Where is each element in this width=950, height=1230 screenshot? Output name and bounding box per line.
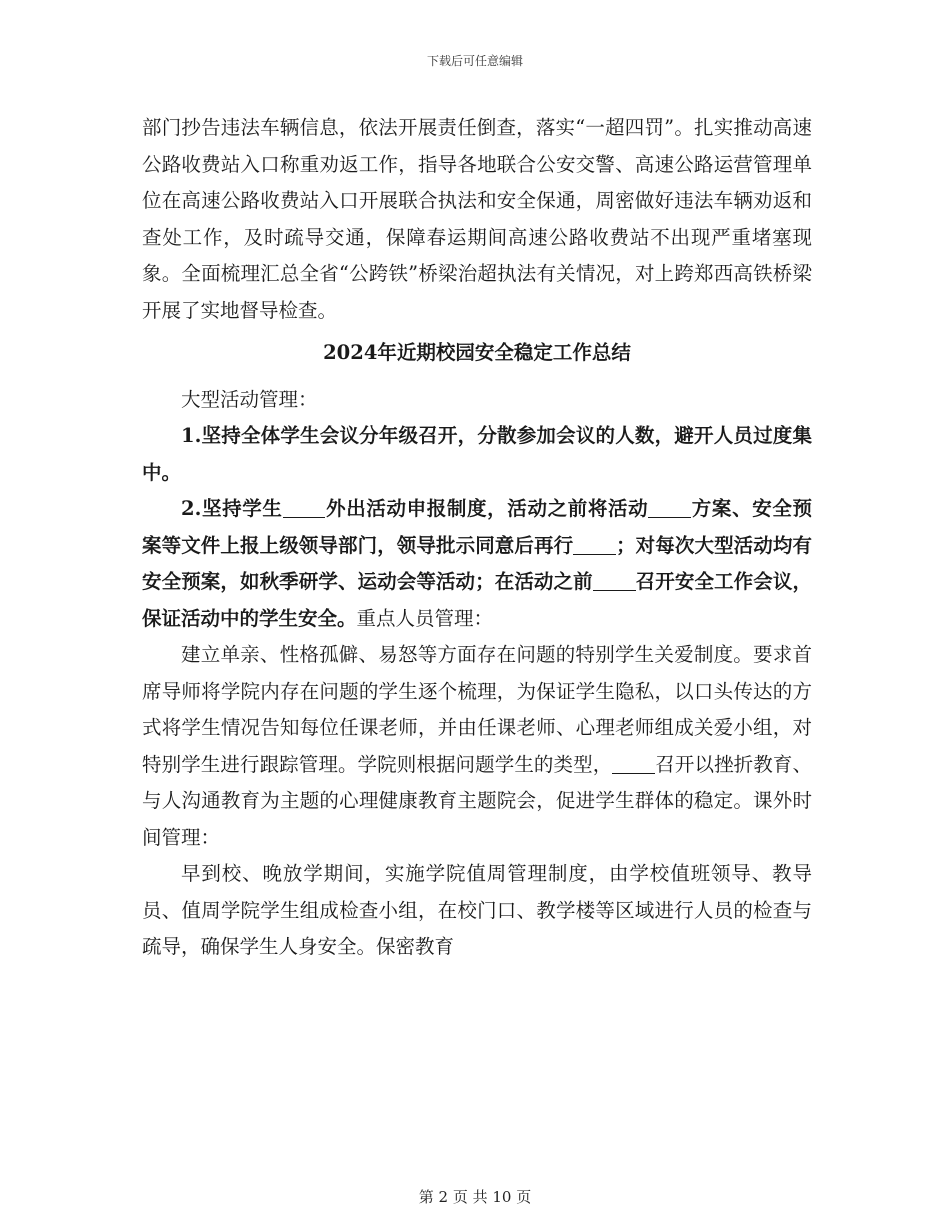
blank-underline <box>612 753 655 774</box>
section-title: 2024年近期校园安全稳定工作总结 <box>323 341 631 364</box>
document-body <box>142 110 812 966</box>
header-note: 下载后可任意编辑 <box>426 54 523 68</box>
item-1: 1.坚持全体学生会议分年级召开，分散参加会议的人数，避开人员过度集中。 <box>142 424 812 484</box>
duty-paragraph <box>142 856 812 966</box>
blank-underline <box>573 534 616 555</box>
item-2-part-5: 召开安全工作会议，保证活动中的学生安全。 <box>142 570 812 630</box>
care-part-1: 建立单亲、性格孤僻、易怒等方面存在问题的特别学生关爱制度。要求首席导师将学院内存在问题的学生逐个梳理，为保证学生隐私，以口头传达的方式将学生情况告知每位任课老师，并由任课老师、心理老师组成关爱小组，对特别学生进行跟踪管理。学院则根据问题学生的类型， <box>142 643 812 776</box>
care-part-2: 召开以挫折教育、与人沟通教育为主题的心理健康教育主题院会，促进学生群体的稳定。 <box>142 752 812 812</box>
blank-underline <box>283 498 326 519</box>
blank-underline <box>593 571 636 592</box>
after-school-heading: 课外时间管理： <box>142 789 812 849</box>
duty-text: 早到校、晚放学期间，实施学院值周管理制度，由学校值班领导、教导员、值周学院学生组成检查小组，在校门口、教学楼等区域进行人员的检查与疏导，确保学生人身安全。 <box>142 862 812 958</box>
care-paragraph <box>142 637 812 856</box>
confidential-heading: 保密教育 <box>376 935 455 958</box>
item-2-part-3: 方案、安全预案等文件上报上级领导部门，领导批示同意后再行 <box>142 497 812 557</box>
key-personnel-heading: 重点人员管理： <box>356 606 494 630</box>
item-2-part-1: 2.坚持学生 <box>181 497 283 520</box>
large-activity-heading: 大型活动管理： <box>181 387 318 411</box>
page-number: 第 2 页 共 10 页 <box>418 1188 532 1206</box>
item-2 <box>142 491 812 637</box>
item-2-part-2: 外出活动申报制度，活动之前将活动 <box>325 497 649 520</box>
item-2-part-4: ；对每次大型活动均有安全预案，如秋季研学、运动会等活动；在活动之前 <box>142 533 812 593</box>
blank-underline <box>648 498 691 519</box>
intro-paragraph: 部门抄告违法车辆信息，依法开展责任倒查，落实“一超四罚”。扎实推动高速公路收费站入口称重劝返工作，指导各地联合公安交警、高速公路运营管理单位在高速公路收费站入口开展联合执法和安全保通，周密做好违法车辆劝返和查处工作，及时疏导交通，保障春运期间高速公路收费站不出现严重堵塞现象。全面梳理汇总全省“公跨铁”桥梁治超执法有关情况，对上跨郑西高铁桥梁开展了实地督导检查。 <box>142 116 812 322</box>
